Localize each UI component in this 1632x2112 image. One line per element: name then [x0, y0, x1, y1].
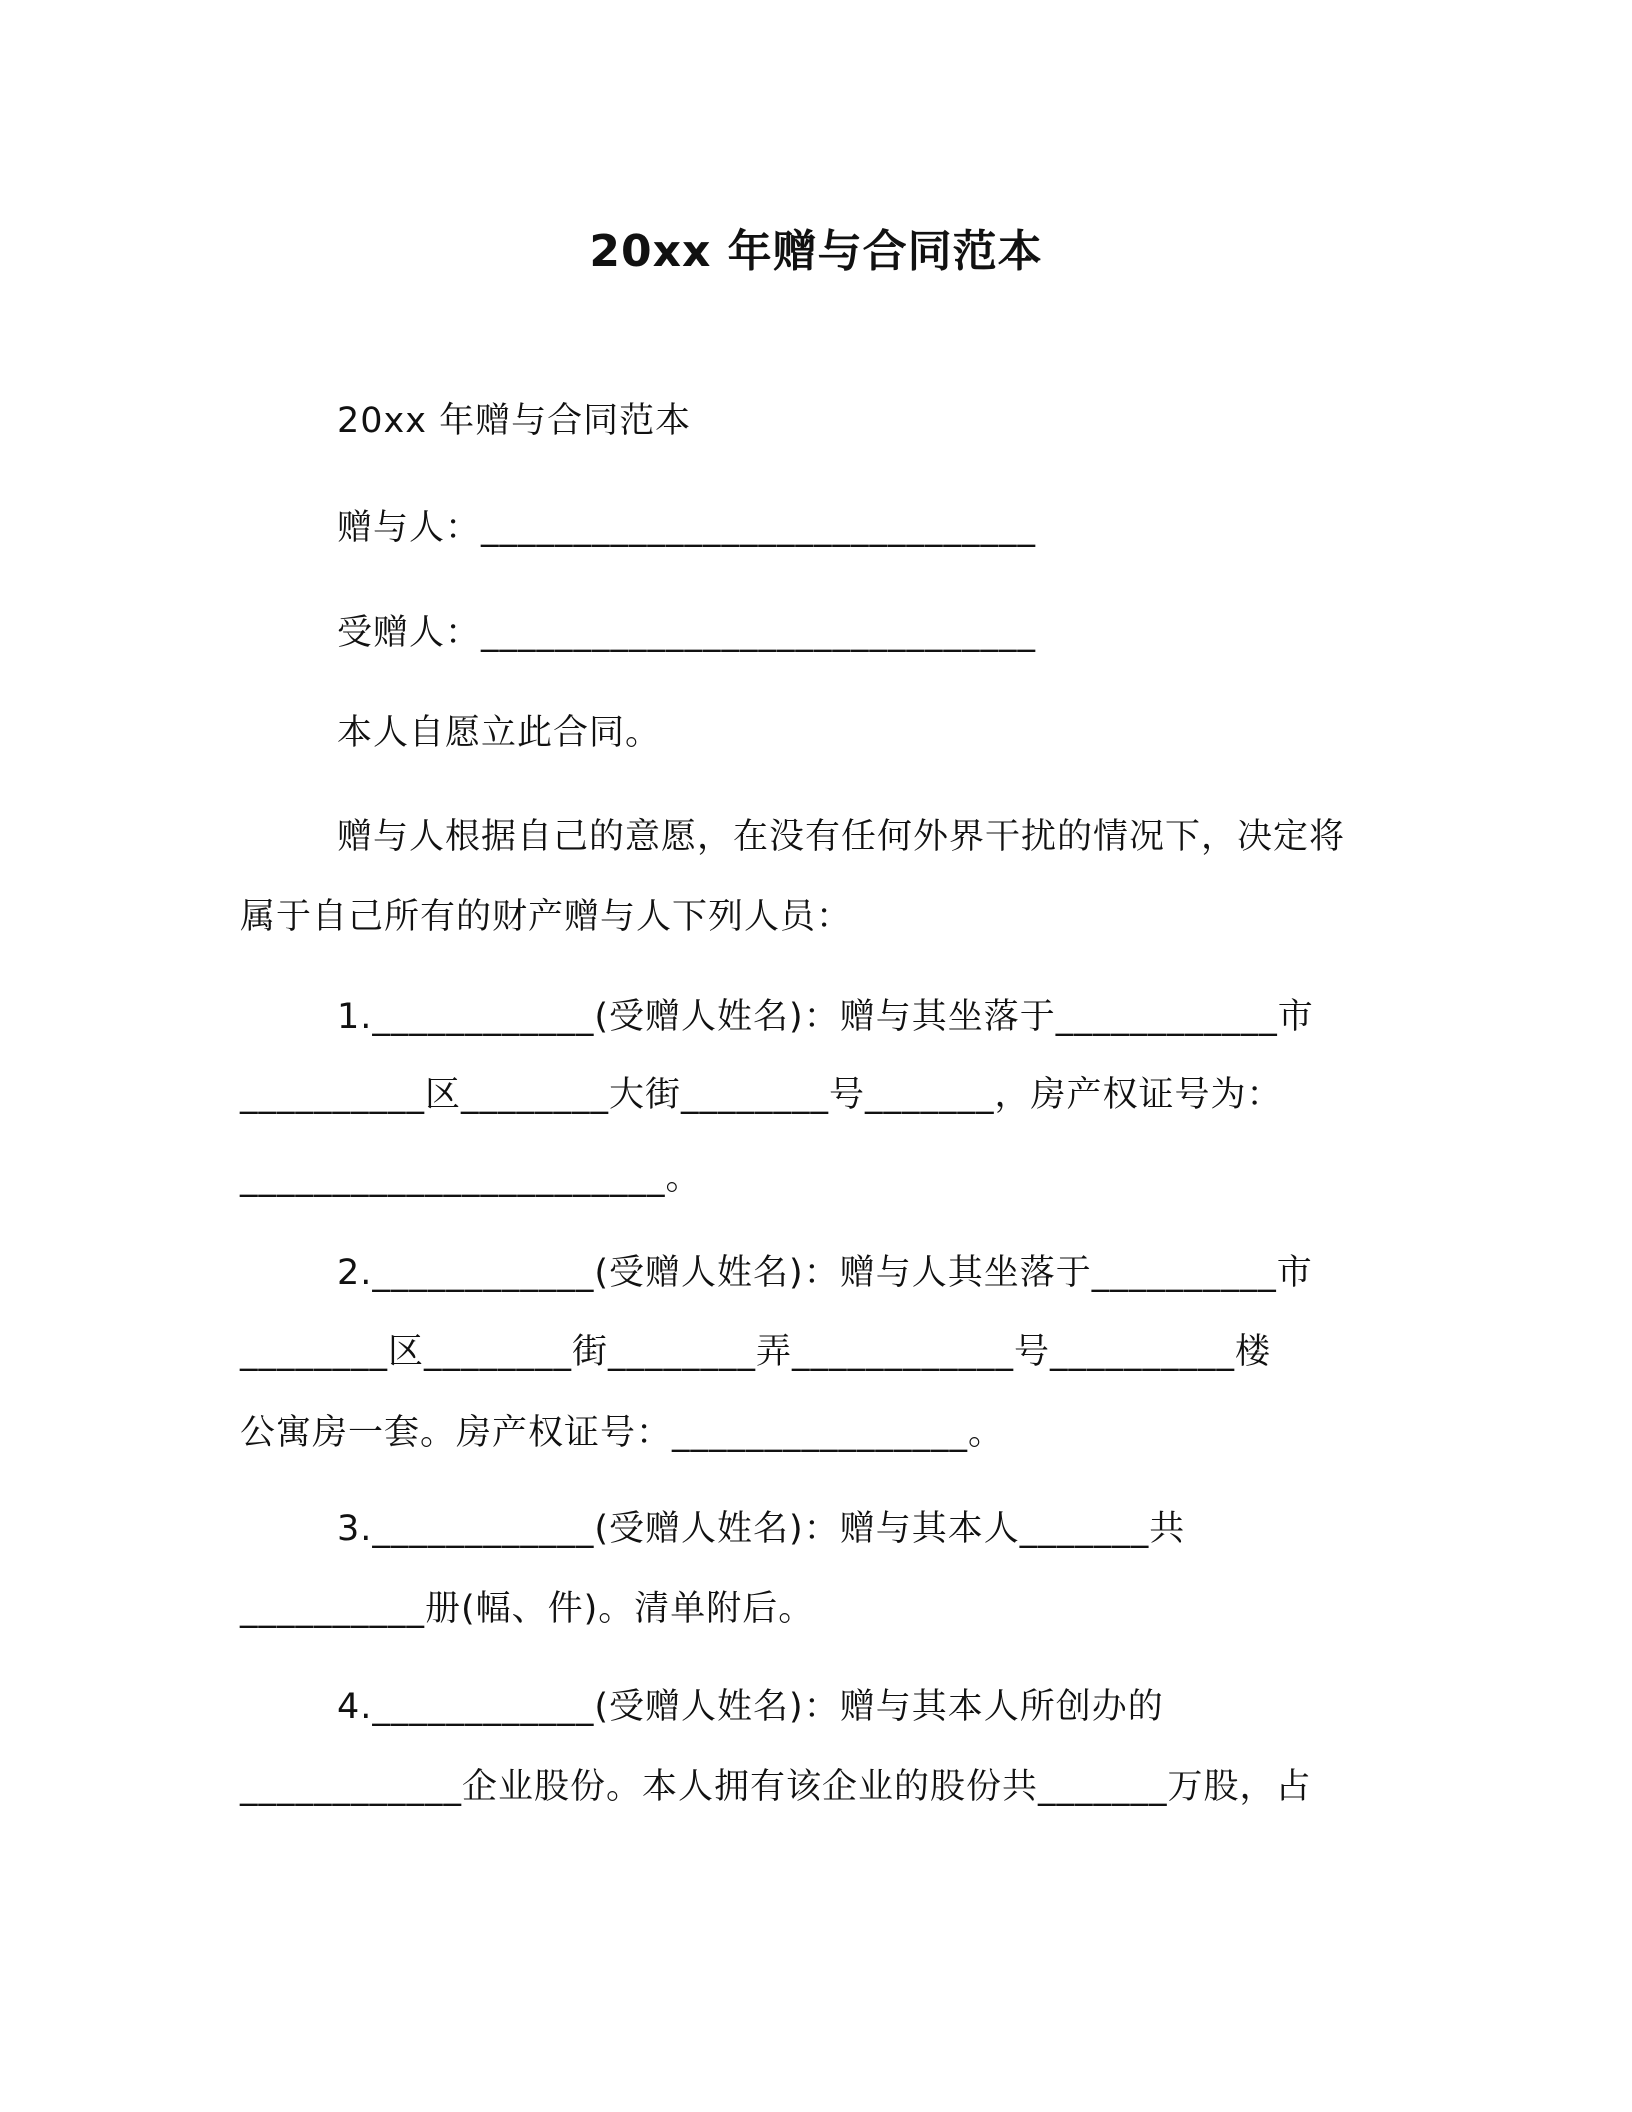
item2-line-2: ________区________街________弄____________号__________楼 — [240, 1332, 1272, 1372]
subtitle: 20xx 年赠与合同范本 — [337, 401, 692, 441]
item4-line-2: ____________企业股份。本人拥有该企业的股份共_______万股，占 — [240, 1767, 1312, 1807]
item2-line-1: 2.____________(受赠人姓名)：赠与人其坐落于__________市 — [337, 1253, 1313, 1293]
item2-line-3: 公寓房一套。房产权证号：________________。 — [240, 1413, 1005, 1453]
statement: 本人自愿立此合同。 — [337, 713, 662, 753]
item1-line-1: 1.____________(受赠人姓名)：赠与其坐落于____________市 — [337, 997, 1314, 1037]
donor-line: 赠与人：______________________________ — [337, 508, 1037, 548]
item1-line-2: __________区________大街________号_______，房产权证号为： — [240, 1075, 1283, 1115]
intro-line-2: 属于自己所有的财产赠与人下列人员： — [240, 897, 853, 937]
intro-line-1: 赠与人根据自己的意愿，在没有任何外界干扰的情况下，决定将 — [337, 817, 1346, 857]
item1-line-3: _______________________。 — [240, 1158, 702, 1198]
item3-line-2: __________册(幅、件)。清单附后。 — [240, 1589, 815, 1629]
donee-line: 受赠人：______________________________ — [337, 613, 1037, 653]
document-title: 20xx 年赠与合同范本 — [589, 226, 1043, 277]
item3-line-1: 3.____________(受赠人姓名)：赠与其本人_______共 — [337, 1509, 1186, 1549]
item4-line-1: 4.____________(受赠人姓名)：赠与其本人所创办的 — [337, 1687, 1164, 1727]
